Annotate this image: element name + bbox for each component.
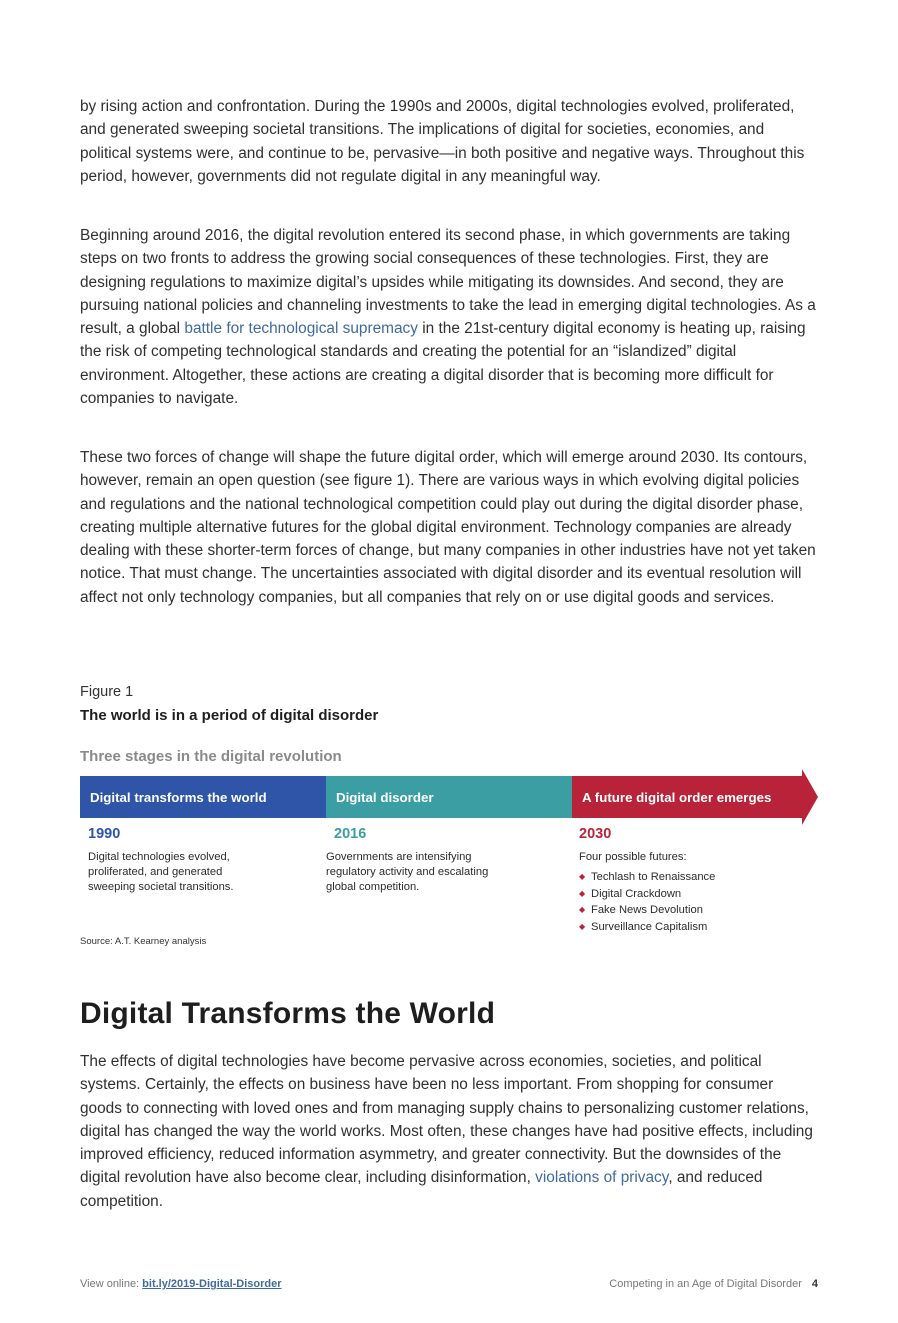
future-label: Techlash to Renaissance xyxy=(591,871,716,883)
footer-view-online xyxy=(80,1278,282,1290)
page-number: 4 xyxy=(811,1278,818,1290)
figure-title: The world is in a period of digital disorder xyxy=(80,707,379,724)
stage-2-name: Digital disorder xyxy=(336,789,434,805)
future-label: Digital Crackdown xyxy=(591,887,682,900)
battle-for-supremacy-link[interactable]: battle for technological supremacy xyxy=(184,320,418,338)
stage-3-band xyxy=(572,776,804,818)
paragraph-4-text-a: The effects of digital technologies have become pervasive across economies, societies, and political systems. Certainly, the effects on business have been no less important. From shopping for consumer goods to connecting with loved ones and from managing supply chains to personalizing customer relations, digital has changed the way the world works. Most often, these changes have had positive effects, including improved efficiency, reduced information asymmetry, and greater connectivity. But the downsides of the digital revolution have also become clear, including disinformation, xyxy=(80,1053,813,1187)
figure-subtitle: Three stages in the digital revolution xyxy=(80,748,342,765)
list-item xyxy=(579,902,715,919)
stage-1-year: 1990 xyxy=(88,826,121,842)
paragraph-1: by rising action and confrontation. During the 1990s and 2000s, digital technologies evolved, proliferated, and generated sweeping societal transitions. The implications of digital for societies, economies, and political systems were, and continue to be, pervasive—in both positive and negative ways. Throughout this period, however, governments did not regulate digital in any meaningful way. xyxy=(80,98,805,185)
paragraph-2 xyxy=(80,224,818,410)
figure-label: Figure 1 xyxy=(80,684,134,700)
stage-2-year: 2016 xyxy=(334,826,367,842)
paragraph-2-text-a: Beginning around 2016, the digital revolution entered its second phase, in which governments are taking steps on two fronts to address the growing social consequences of these technologies. First, they are designing regulations to maximize digital’s upsides while mitigating its downsides. And second, they are pursuing national policies and channeling investments to take the lead in emerging digital technologies. As a result, a global xyxy=(80,227,816,338)
list-item xyxy=(579,919,715,936)
arrow-head-icon xyxy=(802,769,818,825)
future-label: Fake News Devolution xyxy=(591,904,703,917)
bullet-icon: ◆ xyxy=(579,872,586,881)
future-label: Surveillance Capitalism xyxy=(591,920,708,933)
bullet-icon: ◆ xyxy=(579,905,586,915)
stage-2-band xyxy=(326,776,572,818)
bullet-icon: ◆ xyxy=(579,888,586,898)
paragraph-2-text-b: in the 21st-century digital economy is heating up, raising the risk of competing technological standards and creating the potential for an “islandized” digital environment. Altogether, these actions are creating a digital disorder that is becoming more difficult for companies to navigate. xyxy=(80,320,806,408)
futures-list xyxy=(579,869,715,935)
list-item xyxy=(579,886,715,903)
stage-3-description: Four possible futures: xyxy=(579,851,687,863)
stage-3-year: 2030 xyxy=(579,826,612,842)
paragraph-4-text-b: , and reduced competition. xyxy=(80,1169,763,1210)
view-online-label: View online: xyxy=(80,1278,143,1290)
figure-source: Source: A.T. Kearney analysis xyxy=(80,936,207,947)
bullet-icon: ◆ xyxy=(579,921,586,931)
list-item xyxy=(579,869,715,886)
footer-doc-info xyxy=(580,1278,818,1290)
document-title: Competing in an Age of Digital Disorder xyxy=(609,1278,802,1290)
view-online-link[interactable]: bit.ly/2019-Digital-Disorder xyxy=(142,1278,282,1290)
stage-1-description: Digital technologies evolved, proliferated, and generated sweeping societal transitions. xyxy=(88,851,234,893)
section-heading: Digital Transforms the World xyxy=(80,997,496,1030)
stage-2-description: Governments are intensifying regulatory activity and escalating global competition. xyxy=(326,851,489,893)
paragraph-3: These two forces of change will shape the future digital order, which will emerge around 2030. Its contours, however, remain an open question (see figure 1). There are various ways in which evolving digital policies and regulations and the national technological competition could play out during the digital disorder phase, creating multiple alternative futures for the global digital environment. Technology companies are already dealing with these shorter-term forces of change, but many companies in other industries have not yet taken notice. That must change. The uncertainties associated with digital disorder and its eventual resolution will affect not only technology companies, but all companies that rely on or use digital goods and services. xyxy=(80,449,816,606)
stage-3-name: A future digital order emerges xyxy=(582,789,772,805)
violations-of-privacy-link[interactable]: violations of privacy xyxy=(535,1169,669,1187)
stage-1-name: Digital transforms the world xyxy=(90,789,267,805)
paragraph-4 xyxy=(80,1050,818,1213)
stage-1-band xyxy=(80,776,326,818)
